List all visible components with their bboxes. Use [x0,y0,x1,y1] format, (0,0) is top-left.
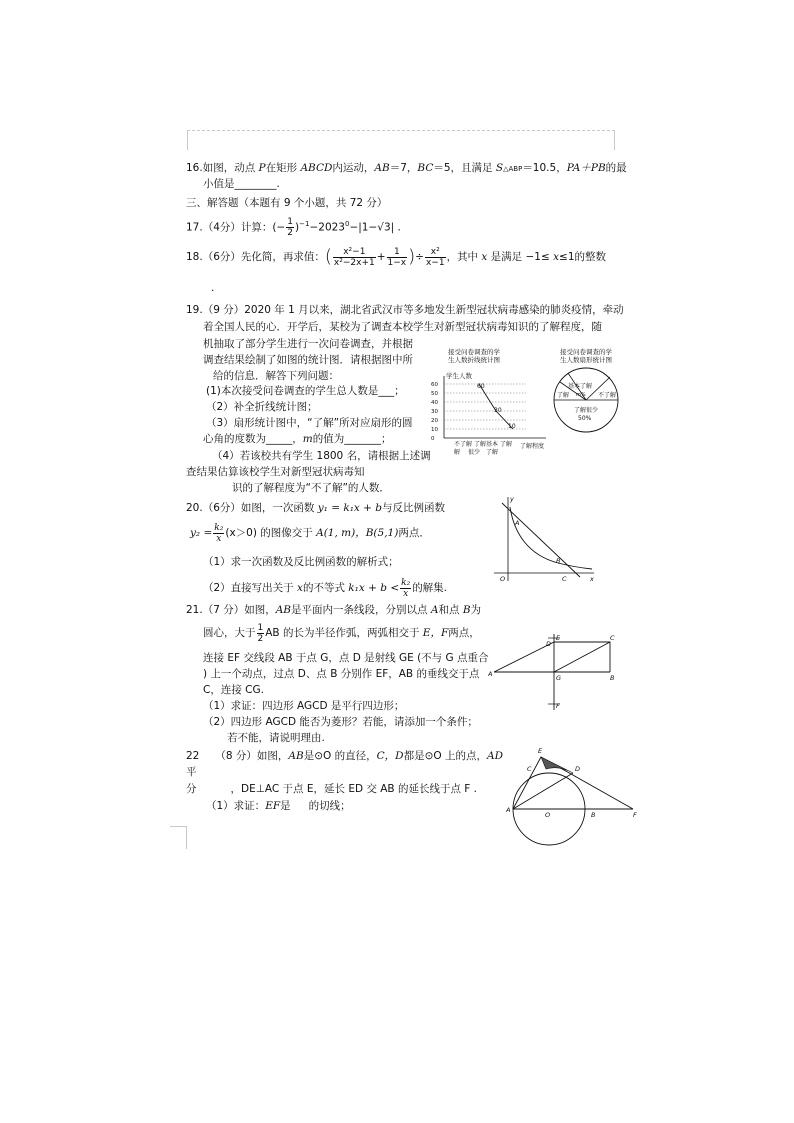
question-19-part-4b: 查结果估算该校学生对新型冠状病毒知 [186,466,365,478]
fig22-label-B: B [591,811,596,819]
x-cat-2b: 很少 [468,449,481,456]
pie-title-2: 生人数扇形统计图 [560,356,612,364]
fig20-line [502,503,580,577]
y-tick-10: 10 [431,427,438,433]
fig22-label-E: E [538,747,543,755]
page-top-border [187,130,615,131]
fig21-label-D: D [546,640,552,648]
fig22-AD [513,773,573,809]
fig20-label-x: x [590,575,594,583]
fig22-label-C: C [527,765,532,773]
x-cat-3b: 了解 [486,449,499,456]
question-19-part-1: (1)本次接受问卷调查的学生总人数是___； [206,385,405,397]
fig20-label-A: A [515,519,520,527]
fig20-label-O: O [500,575,506,583]
fig21-label-F: F [556,702,560,710]
line-chart [428,346,550,456]
question-21-line-3: 连接 EF 交线段 AB 于点 G，点 D 是射线 GE (不与 G 点重合 [203,652,489,664]
pie-slice-2: m% [576,392,586,398]
pie-slice-5: 了解很少 [574,407,599,414]
question-19-part-3: （3）扇形统计图中，“了解”所对应扇形的圆 [206,417,413,429]
question-21-part-1: （1）求证：四边形 AGCD 是平行四边形； [203,700,405,712]
x-cat-3: 基本 [486,441,499,448]
pie-slice-6: 50% [578,415,592,422]
pie-slice-4: 了解 [557,392,570,399]
data-label-60: 60 [477,383,485,390]
y-tick-labels [431,382,438,442]
question-21-line-5: C，连接 CG. [203,684,264,696]
y-tick-50: 50 [431,391,438,397]
fig20-label-y: y [510,495,514,503]
question-22-line-1: 22 （8 分）如图，AB是⊙O 的直径，C，D都是⊙O 上的点，AD [186,750,503,762]
question-20-part-1: （1）求一次函数及反比例函数的解析式； [203,556,399,568]
fig21-label-E: E [556,634,561,642]
fig20-label-B: B [556,557,561,565]
question-19-line-3: 机抽取了部分学生进行一次问卷调查，并根据 [203,338,413,350]
figure-22 [505,743,641,849]
question-21-part-2b: 若不能，请说明理由. [227,732,325,744]
fig21-AD [494,642,554,672]
page-corner-mark [170,826,187,849]
x-cat-2: 了解 [474,441,487,448]
y-axis-label: 学生人数 [446,372,472,380]
question-19-line-4: 调查结果绘制了如图的统计图．请根据图中所 [203,354,413,366]
figure-20 [488,493,598,585]
data-label-10: 10 [508,423,516,430]
fig21-label-B: B [610,674,615,682]
figure-21 [488,628,618,714]
answer-blank: ________ [234,178,277,190]
x-cat-1b: 解 [454,449,461,456]
pie-slice-1: 基本了解 [568,383,593,390]
fig21-GC [554,642,610,672]
fig22-label-F: F [633,811,637,819]
question-18-dot: . [211,282,215,294]
x-cat-4: 了解 [500,441,513,448]
y-tick-20: 20 [431,418,438,424]
question-22-part-1: （1）求证：EF是 的切线； [206,800,351,812]
page-left-border [187,130,188,150]
y-tick-40: 40 [431,400,438,406]
question-19-line-2: 着全国人民的心．开学后，某校为了调查本校学生对新型冠状病毒知识的了解程度，随 [203,321,602,333]
y-tick-30: 30 [431,409,438,415]
question-22-line-2: 平 [186,766,197,778]
pie-slice-3: 不了解 [598,392,617,399]
question-16-line-2: 小值是________. [203,178,280,190]
question-19-part-4c: 识的了解程度为“不了解”的人数． [232,482,390,494]
page-right-border [614,130,615,150]
question-20-line-2: y₂ = $\frac{\text{k₂}}{x}$ (x＞0) 的图像交于 A(1, m)，B(5,1)两点． [190,522,430,544]
data-label-30: 30 [494,407,502,414]
line-chart-title-1: 接受问卷调查的学 [448,348,500,356]
question-21-line-1: 21.（7 分）如图，AB是平面内一条线段，分别以点 A和点 B为 [186,604,482,616]
question-18: 18.（6分）先化简，再求值：( $\frac{\text{x²−1}}{\text{x²−2x+1}}$ + $\frac{1}{1-x}$ )÷ $\frac{\text{x²}}{x-1}$ ，其中 x 是满足 −1≤ x≤1的整数 [186,246,607,268]
question-19-line-1: 19.（9 分）2020 年 1 月以来，湖北省武汉市等多地发生新型冠状病毒感染的肺炎疫情，牵动 [186,304,624,316]
fig21-label-G: G [556,674,562,682]
line-chart-title-2: 生人数折线统计图 [448,356,500,364]
y-tick-0: 0 [431,436,435,442]
question-21-part-2: （2）四边形 AGCD 能否为菱形？若能，请添加一个条件； [203,716,478,728]
fig22-shaded-region [541,757,573,773]
question-22-line-3: 分 ，DE⊥AC 于点 E，延长 ED 交 AB 的延长线于点 F . [186,783,478,795]
pie-chart [548,346,626,438]
fig22-label-D: D [575,765,581,773]
question-17: 17.（4分）计算：(− $\frac{1}{2}$ )$^{-1}-2023^0-|1-√3|$ . [186,217,401,238]
y-tick-60: 60 [431,382,438,388]
x-cat-1: 不了解 [454,441,473,448]
question-21-line-2: 圆心，大于 $\frac{1}{2}$ AB 的长为半径作弧，两弧相交于 E，F两点， [203,622,480,644]
question-19-part-3b: 心角的度数为_____，m的值为_______； [203,433,392,445]
fig20-label-C: C [562,575,567,583]
fig22-label-O: O [545,811,551,819]
fig21-label-C: C [610,634,615,642]
fig20-hyperbola [510,507,592,569]
section-3-heading: 三、解答题（本题有 9 个小题，共 72 分） [186,197,388,209]
question-19-line-5: 给的信息．解答下列问题： [213,370,339,382]
fig21-label-A: A [488,670,493,678]
question-16-line-1: 16.如图，动点 P在矩形 ABCD内运动，AB＝7，BC＝5，且满足 S△ABP＝10.5，PA＋PB的最 [186,162,627,174]
question-21-line-4: ) 上一个动点，过点 D、点 B 分别作 EF，AB 的垂线交于点 [203,668,480,680]
question-19-part-4: （4）若该校共有学生 1800 名，请根据上述调 [212,450,431,462]
pie-title-1: 接受问卷调查的学 [560,348,612,356]
question-20-part-2: （2）直接写出关于 x的不等式 k₁x + b < $\frac{\text{k₂}}{x}$ 的解集. [203,577,448,599]
question-20-line-1: 20.（6分）如图，一次函数 y₁ = k₁x + b与反比例函数 [186,502,446,514]
fig22-label-A: A [506,806,511,814]
question-19-part-2: （2）补全折线统计图； [206,401,318,413]
x-axis-label: 了解程度 [520,443,545,450]
